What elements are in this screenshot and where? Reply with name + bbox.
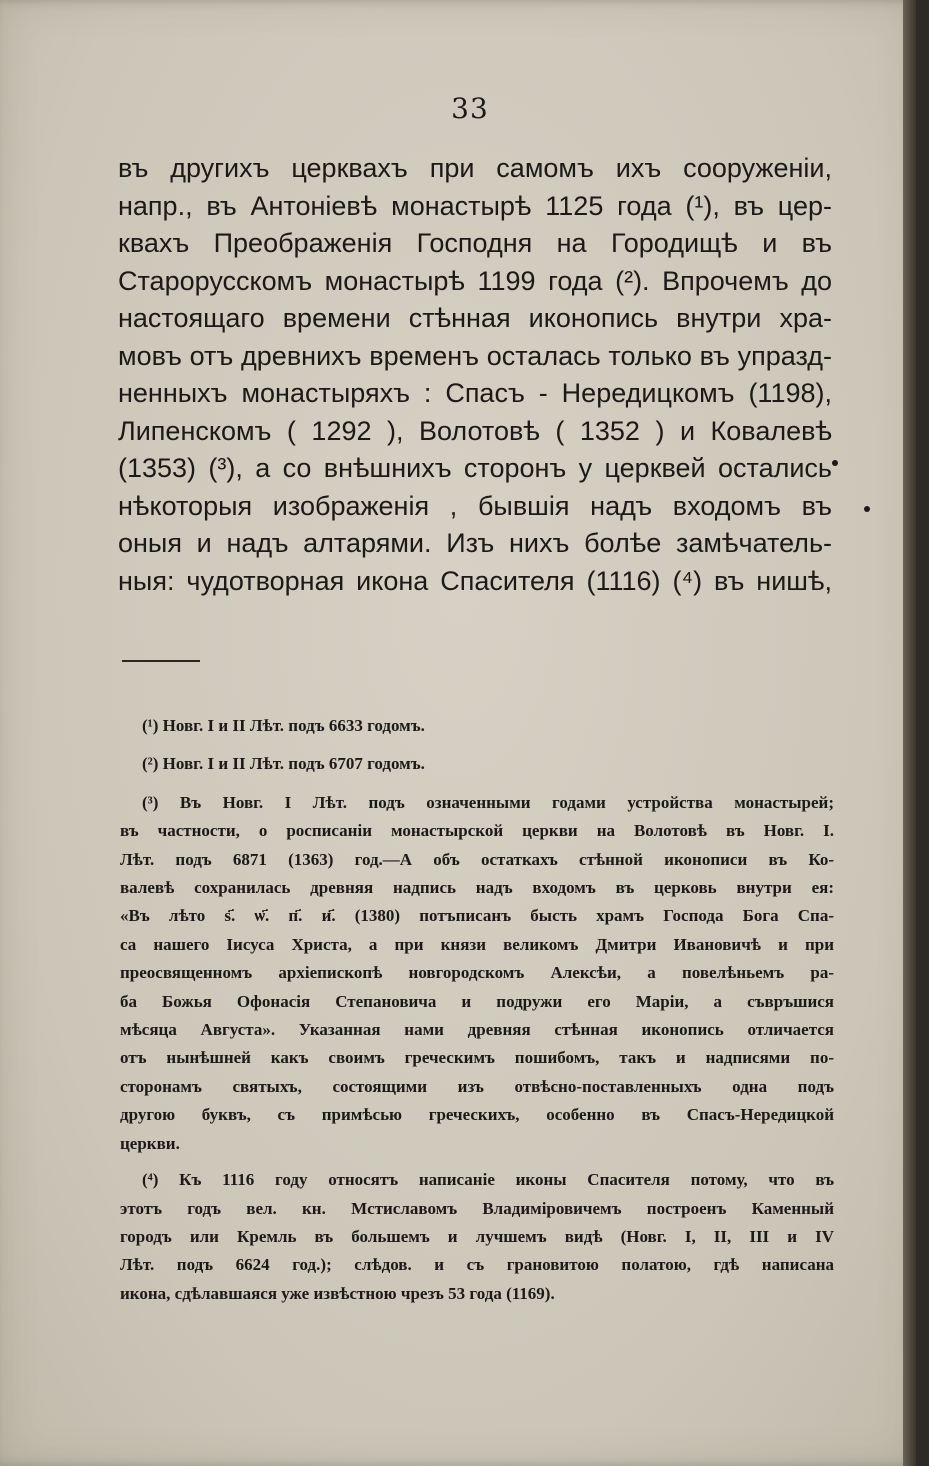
footnote-4-line: этотъ годъ вел. кн. Мстиславомъ Владиміровичемъ построенъ Каменный: [120, 1198, 834, 1218]
footnote-3-line: мѣсяца Августа». Указанная нами древняя стѣнная иконопись отличается: [120, 1020, 834, 1040]
footnote-3-line: отъ нынѣшней какъ своимъ греческимъ пошибомъ, такъ и надписями по-: [120, 1048, 834, 1068]
main-text-line: настоящаго времени стѣнная иконопись внутри хра-: [118, 303, 832, 333]
footnote-4-line: (⁴) Къ 1116 году относятъ написаніе иконы Спасителя потому, что въ: [142, 1170, 834, 1190]
ink-dot: [864, 506, 870, 512]
main-text-line: напр., въ Антоніевѣ монастырѣ 1125 года (¹), въ цер-: [118, 190, 832, 221]
footnote-3-line: (³) Въ Новг. I Лѣт. подъ означенными годами устройства монастырей;: [142, 792, 834, 812]
footnote-rule: [122, 660, 200, 662]
footnote-3-line: другою буквъ, съ примѣсью греческихъ, особенно въ Спасъ-Нередицкой: [120, 1105, 834, 1125]
footnote-3-line: Лѣт. подъ 6871 (1363) год.—А объ остаткахъ стѣнной иконописи въ Ко-: [120, 849, 834, 869]
main-text-line: ненныхъ монастыряхъ : Спасъ - Нередицкомъ (1198),: [118, 378, 832, 408]
main-text-line: (1353) (³), а со внѣшнихъ сторонъ у церквей остались: [118, 453, 832, 483]
main-text-line: оныя и надъ алтарями. Изъ нихъ болѣе замѣчатель-: [118, 528, 832, 558]
footnote-4-line: Лѣт. подъ 6624 год.); слѣдов. и съ грановитою полатою, гдѣ написана: [120, 1255, 834, 1275]
page-number: 33: [451, 92, 489, 125]
footnote-2: (²) Новг. I и II Лѣт. подъ 6707 годомъ.: [142, 754, 425, 774]
footnote-3-line: въ частности, о росписаніи монастырской церкви на Волотовѣ въ Новг. I.: [120, 821, 834, 841]
footnote-3-line: ба Божья Офонасія Степановича и подружи его Маріи, а съвръшися: [120, 991, 834, 1011]
main-text-line: нѣкоторыя изображенія , бывшія надъ входомъ въ: [118, 490, 832, 521]
footnote-gap: [120, 1158, 834, 1166]
footnote-3-line: са нашего Іисуса Христа, а при князи великомъ Дмитри Ивановичѣ и при: [120, 934, 834, 954]
footnote-3-line: церкви.: [120, 1133, 180, 1153]
main-text-line: Липенскомъ ( 1292 ), Волотовѣ ( 1352 ) и Ковалевѣ: [118, 415, 832, 446]
footnote-4-line: городъ или Кремль въ большемъ и лучшемъ видѣ (Новг. I, II, III и IV: [120, 1226, 834, 1246]
main-text-line: Старорусскомъ монастырѣ 1199 года (²). Впрочемъ до: [118, 265, 832, 296]
footnote-3-line: «Въ лѣто ѕ҃. ѡ҃. п҃. и҃. (1380) потъписанъ бысть храмъ Господа Бога Спа-: [120, 906, 834, 926]
main-text-line: ныя: чудотворная икона Спасителя (1116) (⁴) въ нишѣ,: [118, 565, 832, 596]
main-text-line: квахъ Преображенія Господня на Городищѣ и въ: [118, 228, 832, 258]
main-text-line: мовъ отъ древнихъ временъ осталась только въ упразд-: [118, 340, 832, 371]
footnote-3-line: сторонамъ святыхъ, состоящими изъ отвѣсно-поставленныхъ одна подъ: [120, 1076, 834, 1096]
footnote-4-line: икона, сдѣлавшаяся уже извѣстною чрезъ 53 года (1169).: [120, 1283, 555, 1303]
main-text-line: въ другихъ церквахъ при самомъ ихъ сооруженіи,: [118, 153, 832, 183]
footnote-3-line: преосвященномъ архіепископѣ новгородскомъ Алексѣи, а повелѣньемъ ра-: [120, 963, 834, 983]
main-text: [118, 150, 832, 600]
page-edge: [903, 0, 916, 1466]
footnotes: [120, 712, 834, 1308]
footnote-3-line: валевѣ сохранилась древняя надпись надъ входомъ въ церковь внутри ея:: [120, 878, 834, 898]
ink-dot: [832, 460, 838, 466]
footnote-1: (¹) Новг. I и II Лѣт. подъ 6633 годомъ.: [142, 716, 425, 735]
